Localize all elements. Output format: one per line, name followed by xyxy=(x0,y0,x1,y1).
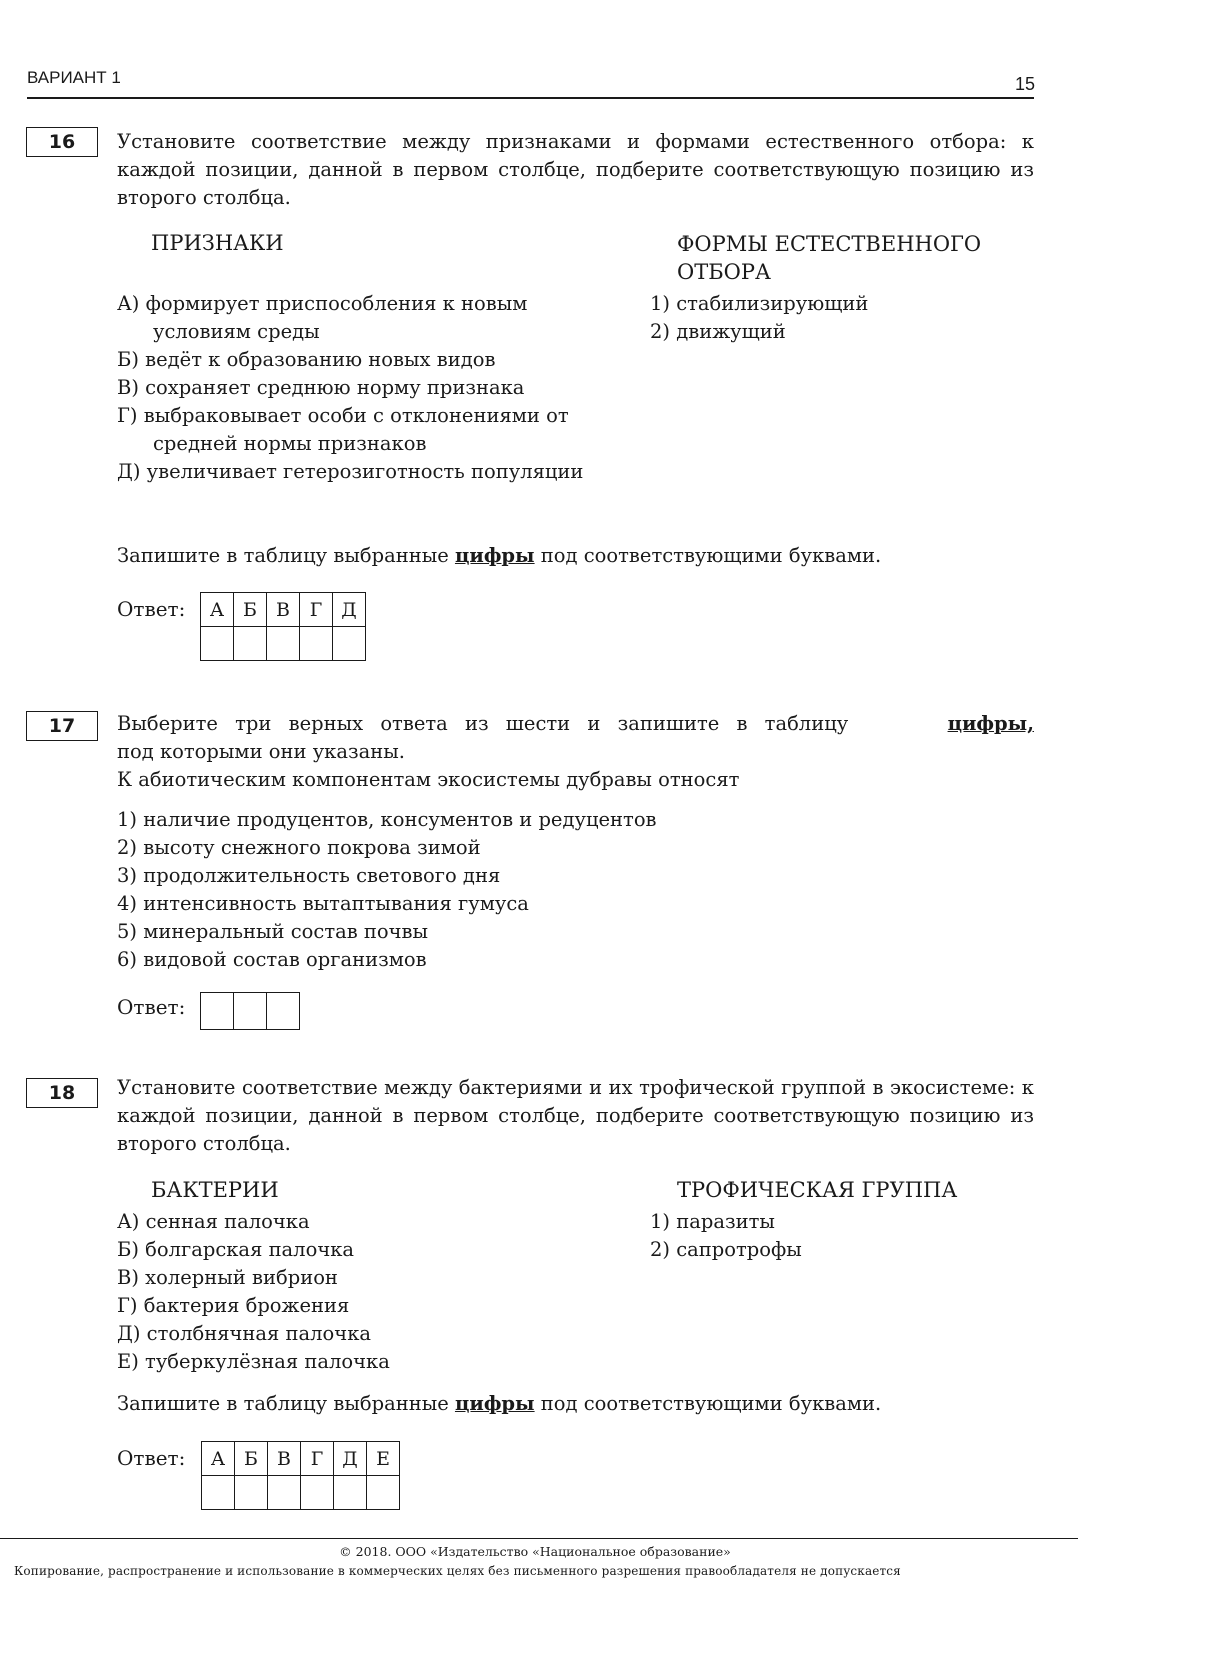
list-item: Е) туберкулёзная палочка xyxy=(117,1350,390,1373)
answer-cell[interactable] xyxy=(201,627,234,661)
list-item: 1) паразиты xyxy=(650,1210,775,1233)
answer-letter: Б xyxy=(235,1442,268,1476)
answer-cell[interactable] xyxy=(234,627,267,661)
answer-label: Ответ: xyxy=(117,995,186,1019)
list-item: 2) сапротрофы xyxy=(650,1238,802,1261)
instruction-text: под соответствующими буквами. xyxy=(540,544,882,567)
answer-letter: Б xyxy=(234,593,267,627)
task-prompt-line xyxy=(117,710,1034,738)
answer-letter: Г xyxy=(300,593,333,627)
option-item: 3) продолжительность светового дня xyxy=(117,864,501,887)
forms-list xyxy=(650,290,1030,346)
option-item: 1) наличие продуцентов, консументов и редуцентов xyxy=(117,808,657,831)
instruction xyxy=(117,542,881,570)
list-item: 1) стабилизирующий xyxy=(650,292,869,315)
copyright: © 2018. ООО «Издательство «Национальное образование» xyxy=(339,1544,731,1559)
bacteria-list xyxy=(117,1208,597,1376)
answer-cell[interactable] xyxy=(267,627,300,661)
footer-divider xyxy=(0,1538,1078,1539)
criteria-list xyxy=(117,290,597,486)
answer-letter: А xyxy=(201,593,234,627)
list-item: Д) столбнячная палочка xyxy=(117,1322,372,1345)
prompt-text: Выберите три верных ответа из шести и запишите в таблицу xyxy=(117,712,849,735)
answer-cell[interactable] xyxy=(300,627,333,661)
heading-line: ФОРМЫ ЕСТЕСТВЕННОГО xyxy=(677,232,982,256)
answer-cell[interactable] xyxy=(333,627,366,661)
heading-line: ОТБОРА xyxy=(677,260,771,284)
instruction-text: под соответствующими буквами. xyxy=(540,1392,882,1415)
list-item: 2) движущий xyxy=(650,320,786,343)
options-list xyxy=(117,806,817,974)
answer-letter: В xyxy=(268,1442,301,1476)
instruction-emphasis: цифры xyxy=(454,1392,535,1415)
list-item: В) холерный вибрион xyxy=(117,1266,338,1289)
option-item: 5) минеральный состав почвы xyxy=(117,920,429,943)
answer-table xyxy=(200,592,366,661)
option-item: 2) высоту снежного покрова зимой xyxy=(117,836,481,859)
column-heading-left: БАКТЕРИИ xyxy=(151,1178,279,1202)
task-prompt: Установите соответствие между признаками и формами естественного отбора: к каждой позиции, данной в первом столбце, подберите соответствующую позицию из второго столбца. xyxy=(117,130,1034,209)
list-item: В) сохраняет среднюю норму признака xyxy=(117,376,525,399)
variant-label: ВАРИАНТ 1 xyxy=(27,68,121,87)
answer-cell[interactable] xyxy=(235,1476,268,1510)
instruction-text: Запишите в таблицу выбранные xyxy=(117,1392,449,1415)
answer-label: Ответ: xyxy=(117,1446,186,1470)
trophic-list xyxy=(650,1208,1030,1264)
answer-letter: В xyxy=(267,593,300,627)
list-item: Б) ведёт к образованию новых видов xyxy=(117,348,496,371)
answer-table xyxy=(200,992,300,1030)
answer-cell[interactable] xyxy=(301,1476,334,1510)
answer-letter: Д xyxy=(333,593,366,627)
answer-cell[interactable] xyxy=(201,993,234,1030)
task-number-box: 16 xyxy=(26,127,98,157)
task-prompt-line: под которыми они указаны. xyxy=(117,740,405,763)
answer-cell[interactable] xyxy=(367,1476,400,1510)
answer-letter: А xyxy=(202,1442,235,1476)
option-item: 4) интенсивность вытаптывания гумуса xyxy=(117,892,529,915)
task-number-box: 17 xyxy=(26,711,98,741)
instruction-text: Запишите в таблицу выбранные xyxy=(117,544,449,567)
instruction-emphasis: цифры xyxy=(454,544,535,567)
answer-table xyxy=(201,1441,400,1510)
task-number-box: 18 xyxy=(26,1078,98,1108)
copyright-notice: Копирование, распространение и использование в коммерческих целях без письменного разрешения правообладателя не допускается xyxy=(14,1564,901,1578)
task-question: К абиотическим компонентам экосистемы дубравы относят xyxy=(117,768,740,791)
answer-cell[interactable] xyxy=(334,1476,367,1510)
answer-cell[interactable] xyxy=(268,1476,301,1510)
answer-label: Ответ: xyxy=(117,597,186,621)
list-item: А) формирует приспособления к новым условиям среды xyxy=(117,292,528,343)
list-item: Д) увеличивает гетерозиготность популяции xyxy=(117,460,584,483)
answer-letter: Г xyxy=(301,1442,334,1476)
answer-letter: Д xyxy=(334,1442,367,1476)
option-item: 6) видовой состав организмов xyxy=(117,948,427,971)
prompt-emphasis: цифры, xyxy=(947,712,1034,735)
header-divider xyxy=(27,97,1034,99)
answer-cell[interactable] xyxy=(267,993,300,1030)
page-number: 15 xyxy=(1015,74,1036,94)
answer-letter: Е xyxy=(367,1442,400,1476)
list-item: Г) бактерия брожения xyxy=(117,1294,350,1317)
list-item: А) сенная палочка xyxy=(117,1210,310,1233)
column-heading-right: ТРОФИЧЕСКАЯ ГРУППА xyxy=(677,1178,958,1202)
task-prompt: Установите соответствие между бактериями и их трофической группой в экосистеме: к каждой позиции, данной в первом столбце, подберите соответствующую позицию из второго столбца. xyxy=(117,1076,1034,1155)
column-heading-right xyxy=(677,230,981,286)
answer-cell[interactable] xyxy=(234,993,267,1030)
instruction xyxy=(117,1390,881,1418)
column-heading-left: ПРИЗНАКИ xyxy=(151,231,284,255)
list-item: Б) болгарская палочка xyxy=(117,1238,355,1261)
answer-cell[interactable] xyxy=(202,1476,235,1510)
list-item: Г) выбраковывает особи с отклонениями от средней нормы признаков xyxy=(117,404,569,455)
